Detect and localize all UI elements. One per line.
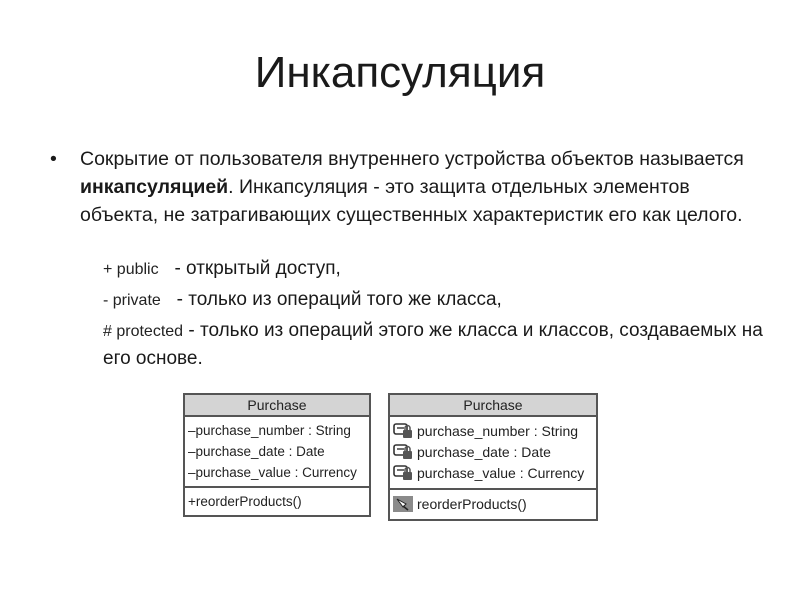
uml-attribute: purchase_number : String [417,423,579,439]
uml-class-text-notation [183,393,371,517]
uml-class-icon-notation [388,393,598,521]
uml-operation: reorderProducts() [417,496,527,512]
uml-operations [185,488,369,515]
public-operation-icon [392,495,414,513]
uml-attribute-row [392,421,596,442]
uml-operation: +reorderProducts() [188,494,302,509]
bullet-text [80,145,770,229]
subitem-protected [103,317,783,372]
subitem-code: - private [103,292,161,309]
uml-attribute: –purchase_number : String [188,423,351,438]
subitem-text: - только из операций того же класса, [176,289,502,310]
uml-attributes [390,417,596,490]
bullet-text-after: . Инкапсуляция - это защита отдельных элементов объекта, не затрагивающих существенных характеристик его как целого. [80,176,743,226]
bullet-marker: • [50,148,57,170]
uml-attribute: –purchase_date : Date [188,444,325,459]
slide-title: Инкапсуляция [254,48,546,97]
subitem-code: # protected [103,323,184,340]
uml-class-name: Purchase [390,395,596,417]
uml-class-name: Purchase [185,395,369,417]
subitem-text: - открытый доступ, [174,258,341,279]
main-bullet [50,145,770,229]
subitem-private [103,286,783,314]
uml-attributes [185,417,369,488]
uml-attribute-row [392,442,596,463]
uml-attribute: purchase_value : Currency [417,465,585,481]
uml-operation-row [392,494,596,515]
uml-attribute: –purchase_value : Currency [188,465,357,480]
private-attribute-lock-icon [392,443,414,461]
subitem-code: + public [103,261,159,278]
uml-attribute-row [392,463,596,484]
subitem-public [103,255,783,283]
bullet-bold-term: инкапсуляцией [80,176,229,198]
private-attribute-lock-icon [392,422,414,440]
uml-attribute: purchase_date : Date [417,444,551,460]
bullet-text-before: Сокрытие от пользователя внутреннего устройства объектов называется [80,148,744,170]
subitem-text: - только из операций этого же класса и классов, создаваемых на его основе. [103,320,763,369]
private-attribute-lock-icon [392,464,414,482]
uml-operations [390,490,596,519]
